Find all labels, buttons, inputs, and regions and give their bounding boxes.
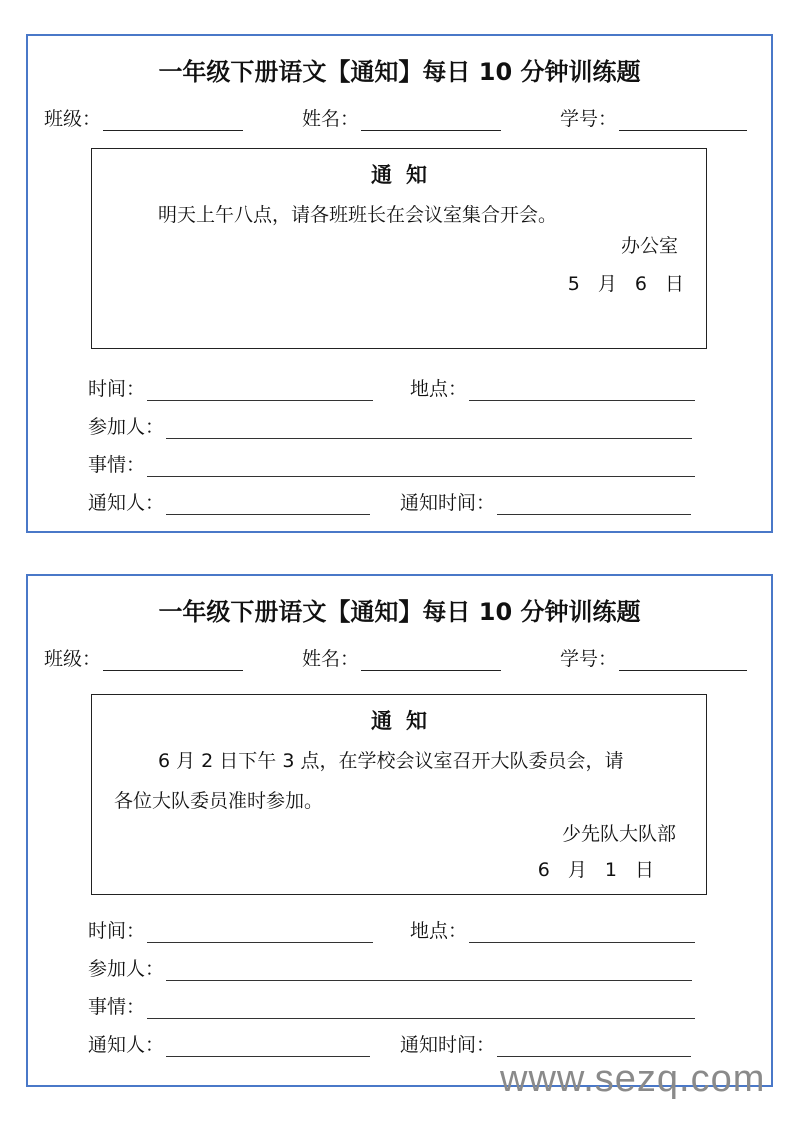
class-label: 班级： [44,108,102,130]
worksheet-title: 一年级下册语文【通知】每日 10 分钟训练题 [158,58,641,86]
student-number-blank[interactable] [619,110,747,131]
participants-label: 参加人： [88,958,165,980]
notice-time-label: 通知时间： [400,492,496,514]
notifier-field [88,488,370,515]
notice-body-line-2: 各位大队委员准时参加。 [114,790,324,812]
field-row-notifier [88,488,702,514]
field-row-notifier [88,1030,702,1056]
participants-label: 参加人： [88,416,165,438]
notice-body [114,741,690,821]
notice-time-blank[interactable] [497,492,691,515]
notifier-label: 通知人： [88,1034,165,1056]
name-blank[interactable] [361,650,501,671]
notice-time-label: 通知时间： [400,1034,496,1056]
matter-blank[interactable] [147,454,695,477]
participants-blank[interactable] [166,416,692,439]
class-label: 班级： [44,648,102,670]
notifier-blank[interactable] [166,1034,370,1057]
field-row-participants [88,954,702,980]
matter-field [88,450,695,477]
time-blank[interactable] [147,920,373,943]
notice-heading: 通知 [371,163,441,187]
participants-field [88,412,692,439]
field-row-time-place [88,916,702,942]
time-field [88,916,373,943]
place-blank[interactable] [469,378,695,401]
student-number-blank[interactable] [619,650,747,671]
class-blank[interactable] [103,650,243,671]
notice-box [91,694,707,895]
student-info-row [44,104,755,130]
matter-label: 事情： [88,454,146,476]
notice-time-blank[interactable] [497,1034,691,1057]
notice-body-line-1: 明天上午八点，请各班班长在会议室集合开会。 [158,204,558,226]
worksheet-2 [26,574,773,1087]
student-number-field [560,104,747,131]
participants-blank[interactable] [166,958,692,981]
name-label: 姓名： [302,108,360,130]
notice-body [114,195,690,235]
name-label: 姓名： [302,648,360,670]
worksheet-1 [26,34,773,533]
place-label: 地点： [410,378,468,400]
notice-time-field [400,488,691,515]
matter-field [88,992,695,1019]
student-number-label: 学号： [560,108,618,130]
class-field [44,644,243,671]
name-field [302,104,501,131]
time-blank[interactable] [147,378,373,401]
worksheet-title: 一年级下册语文【通知】每日 10 分钟训练题 [158,598,641,626]
notice-date: 6 月 1 日 [537,859,660,881]
notice-time-field [400,1030,691,1057]
place-label: 地点： [410,920,468,942]
notifier-blank[interactable] [166,492,370,515]
name-blank[interactable] [361,110,501,131]
place-field [410,374,695,401]
matter-blank[interactable] [147,996,695,1019]
field-row-matter [88,992,702,1018]
matter-label: 事情： [88,996,146,1018]
notice-date: 5 月 6 日 [567,273,690,295]
field-row-participants [88,412,702,438]
class-field [44,104,243,131]
participants-field [88,954,692,981]
name-field [302,644,501,671]
time-label: 时间： [88,920,146,942]
student-number-label: 学号： [560,648,618,670]
notice-heading: 通知 [371,709,441,733]
watermark: www.sezq.com [500,1058,766,1100]
notifier-label: 通知人： [88,492,165,514]
student-number-field [560,644,747,671]
notice-sender: 少先队大队部 [561,823,676,845]
notice-box [91,148,707,349]
time-label: 时间： [88,378,146,400]
notice-sender: 办公室 [620,235,678,257]
student-info-row [44,644,755,670]
class-blank[interactable] [103,110,243,131]
place-blank[interactable] [469,920,695,943]
place-field [410,916,695,943]
time-field [88,374,373,401]
notice-body-line-1: 6 月 2 日下午 3 点，在学校会议室召开大队委员会，请 [158,750,624,772]
field-row-matter [88,450,702,476]
field-row-time-place [88,374,702,400]
notifier-field [88,1030,370,1057]
